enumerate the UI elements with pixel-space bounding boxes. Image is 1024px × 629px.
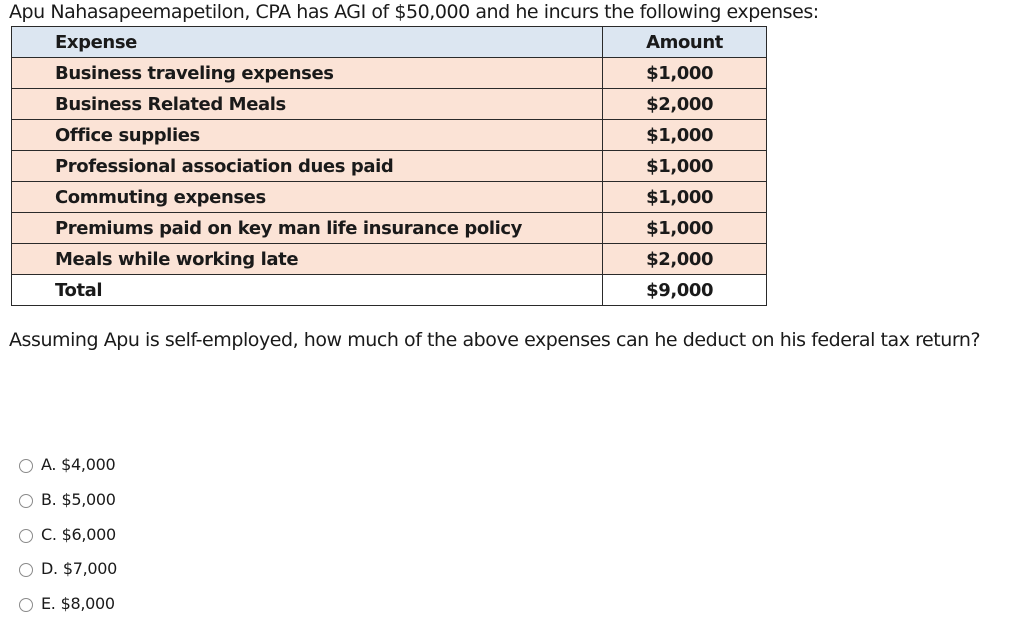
choice-b[interactable] — [19, 490, 117, 525]
question-text: Assuming Apu is self-employed, how much of the above expenses can he deduct on his federal tax return? — [9, 329, 981, 351]
radio-button[interactable] — [19, 494, 33, 508]
table-header-row — [12, 27, 767, 58]
choice-a[interactable] — [19, 455, 117, 490]
choice-d[interactable] — [19, 559, 117, 594]
choice-text: $6,000 — [61, 524, 116, 544]
radio-button[interactable] — [19, 598, 33, 612]
table-row — [12, 120, 767, 151]
choice-e[interactable] — [19, 594, 117, 629]
radio-button[interactable] — [19, 459, 33, 473]
choice-letter: B. — [41, 489, 57, 509]
choice-text: $4,000 — [61, 455, 116, 474]
table-row — [12, 213, 767, 244]
expense-amount: $1,000 — [603, 182, 767, 213]
header-amount: Amount — [603, 27, 767, 58]
answer-choices — [19, 455, 117, 629]
choice-letter: C. — [41, 524, 57, 544]
expense-name: Commuting expenses — [12, 182, 603, 213]
expense-amount: $2,000 — [603, 89, 767, 120]
table-row — [12, 151, 767, 182]
choice-text: $5,000 — [61, 489, 116, 509]
choice-letter: A. — [41, 455, 57, 474]
expense-amount: $1,000 — [603, 120, 767, 151]
choice-text: $7,000 — [62, 559, 117, 579]
expense-name: Meals while working late — [12, 244, 603, 275]
radio-button[interactable] — [19, 563, 33, 577]
total-row — [12, 275, 767, 306]
choice-letter: E. — [41, 594, 56, 614]
choice-c[interactable] — [19, 525, 117, 560]
table-row — [12, 182, 767, 213]
expense-table — [11, 26, 767, 306]
expense-amount: $2,000 — [603, 244, 767, 275]
table-row — [12, 244, 767, 275]
header-expense: Expense — [12, 27, 603, 58]
expense-name: Premiums paid on key man life insurance policy — [12, 213, 603, 244]
table-row — [12, 89, 767, 120]
expense-name: Business Related Meals — [12, 89, 603, 120]
expense-amount: $1,000 — [603, 151, 767, 182]
expense-amount: $1,000 — [603, 58, 767, 89]
total-amount: $9,000 — [603, 275, 767, 306]
choice-letter: D. — [41, 559, 58, 579]
expense-amount: $1,000 — [603, 213, 767, 244]
question-intro: Apu Nahasapeemapetilon, CPA has AGI of $50,000 and he incurs the following expenses: — [9, 1, 819, 23]
choice-text: $8,000 — [60, 594, 115, 614]
expense-name: Office supplies — [12, 120, 603, 151]
total-label: Total — [12, 275, 603, 306]
table-row — [12, 58, 767, 89]
expense-name: Business traveling expenses — [12, 58, 603, 89]
radio-button[interactable] — [19, 529, 33, 543]
expense-name: Professional association dues paid — [12, 151, 603, 182]
